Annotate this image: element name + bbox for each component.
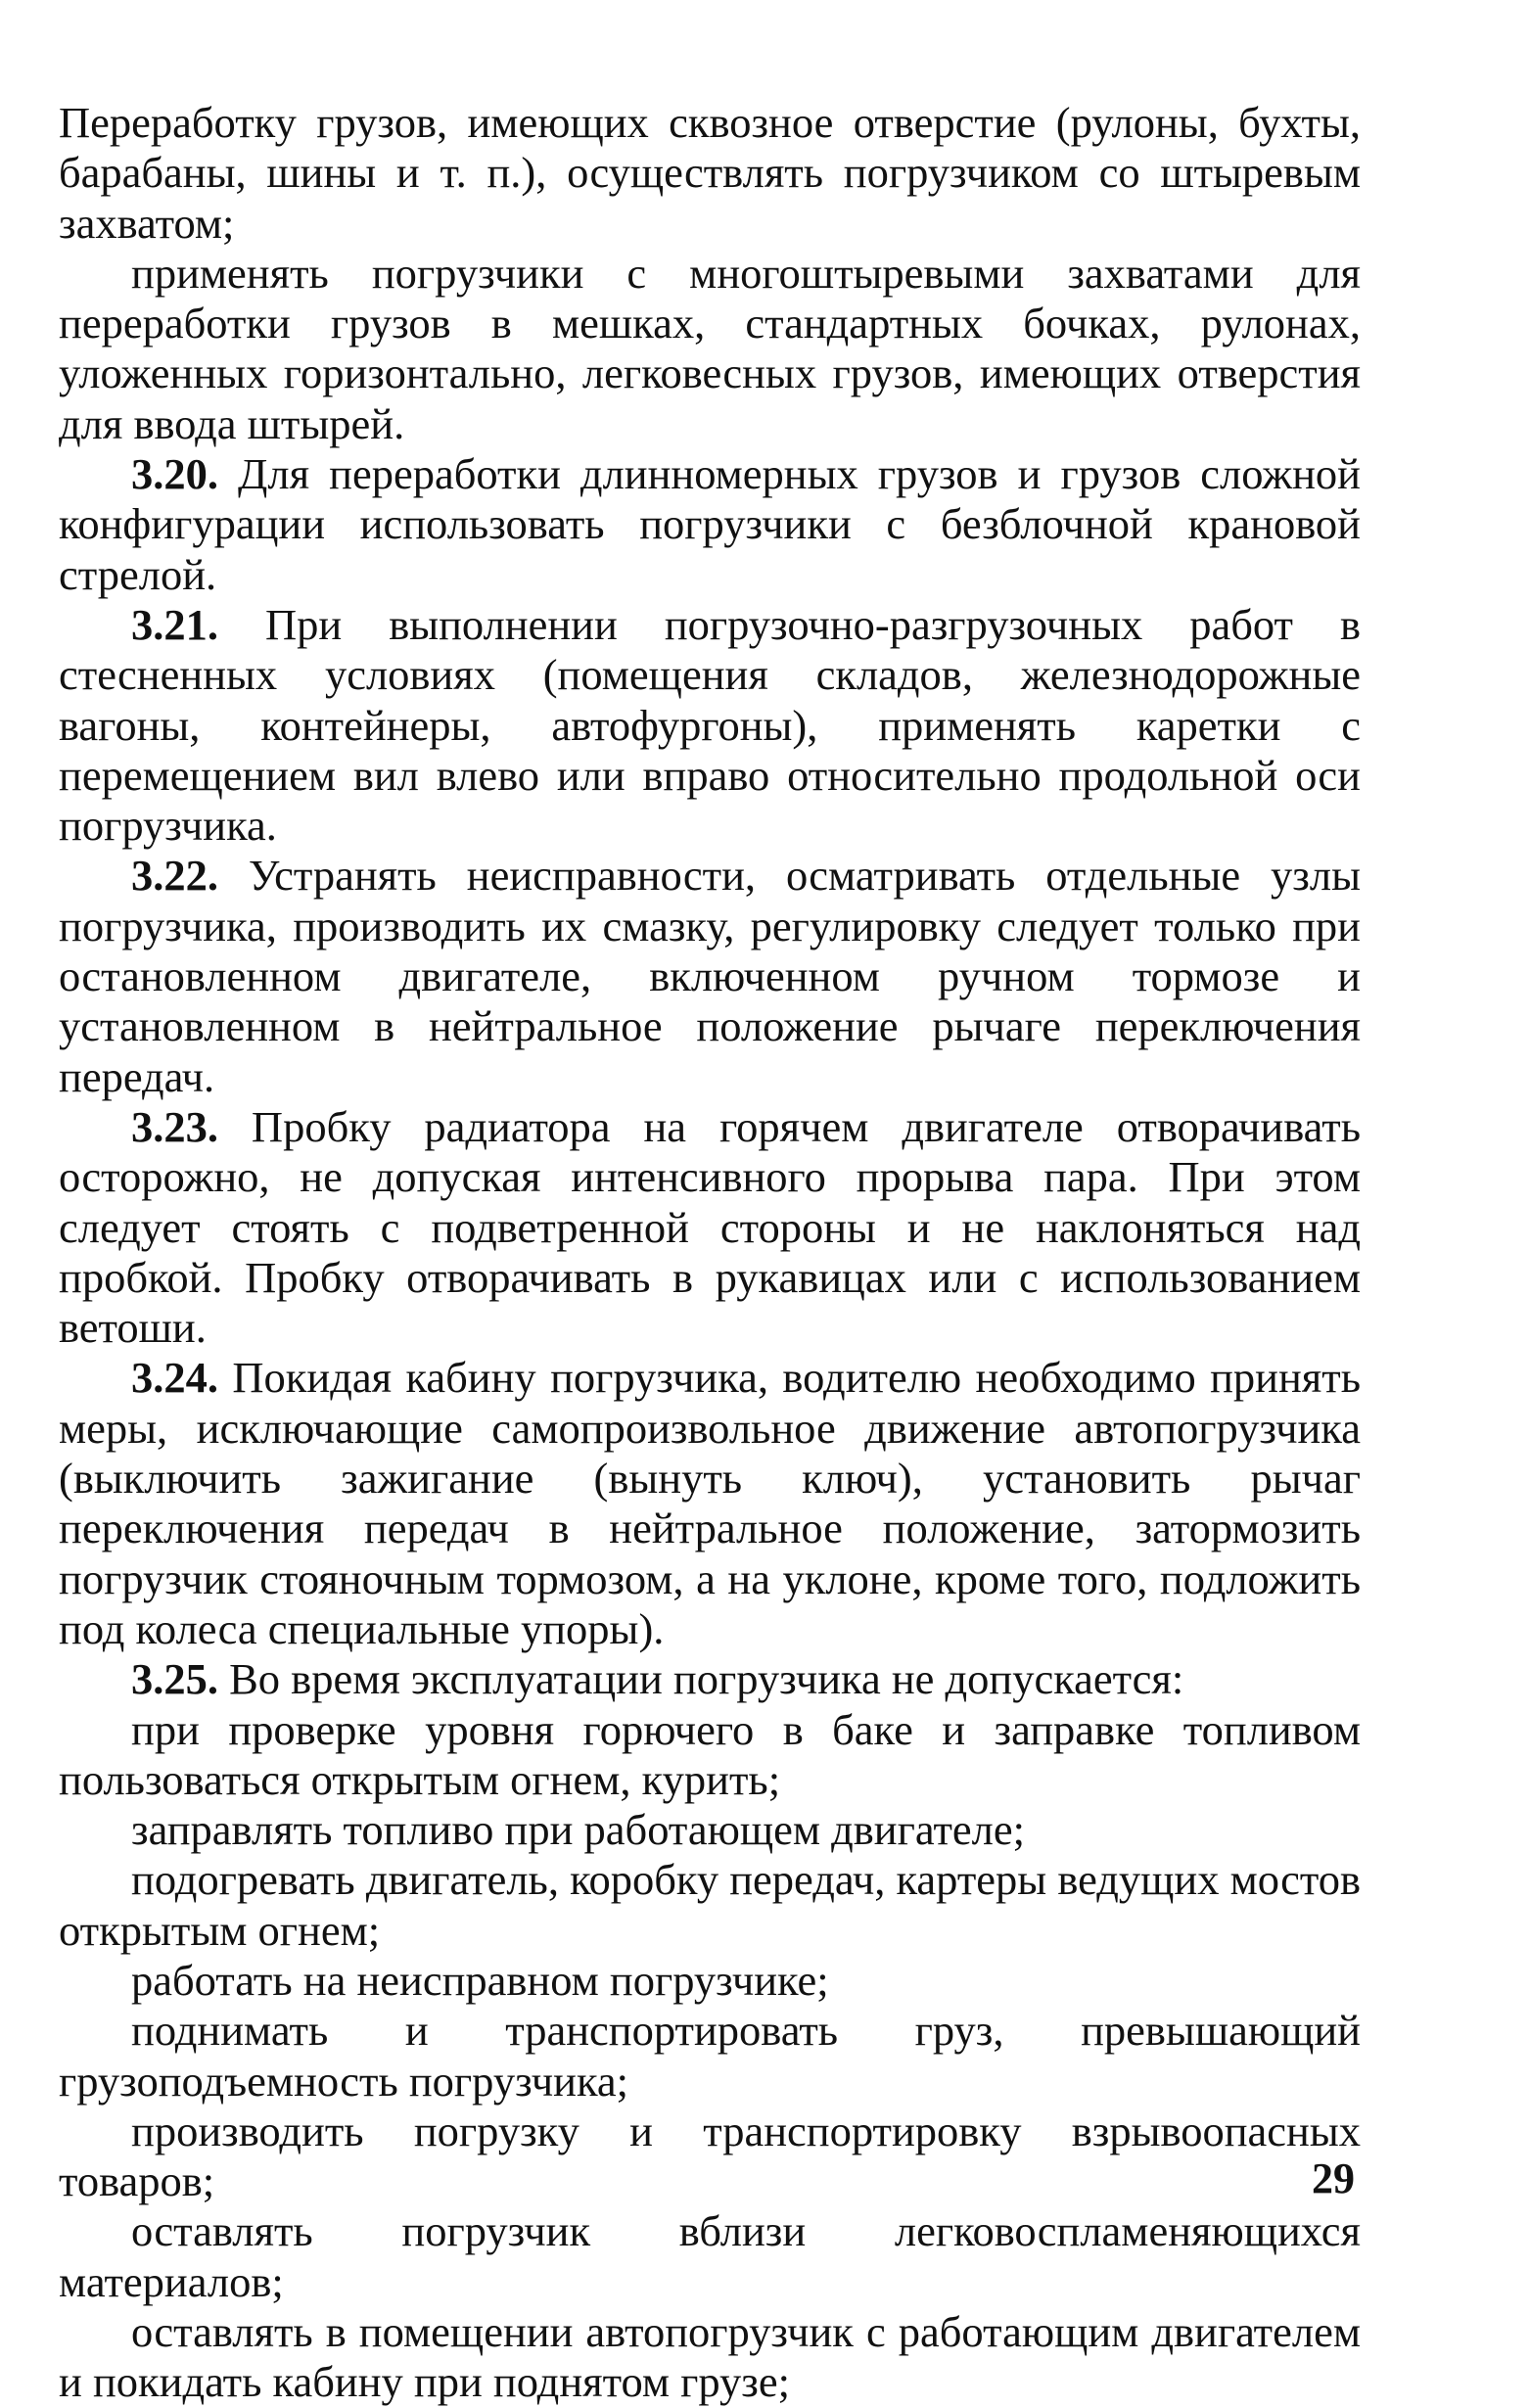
list-item	[59, 1805, 1361, 1855]
clause-number: 3.20.	[131, 449, 218, 499]
paragraph-text: Во время эксплуатации погрузчика не допускается:	[218, 1654, 1184, 1704]
page-number: 29	[1312, 2154, 1355, 2202]
paragraph-text: применять погрузчики с многоштыревыми захватами для переработки грузов в мешках, стандартных бочках, рулонах, уложенных горизонтально, легковесных грузов, имеющих отверстия для ввода штырей.	[59, 248, 1361, 448]
list-item	[59, 1855, 1361, 1956]
paragraph-text: работать на неисправном погрузчике;	[131, 1955, 829, 2005]
paragraph-3-21	[59, 600, 1361, 851]
list-item	[59, 1956, 1361, 2006]
paragraph-text: при проверке уровня горючего в баке и заправке топливом пользоваться открытым огнем, курить;	[59, 1704, 1361, 1804]
paragraph-3-23	[59, 1102, 1361, 1353]
clause-number: 3.23.	[131, 1101, 218, 1151]
paragraph-text: подогревать двигатель, коробку передач, картеры ведущих мостов открытым огнем;	[59, 1855, 1361, 1955]
paragraph-text: оставлять погрузчик вблизи легковоспламеняющихся материалов;	[59, 2206, 1361, 2306]
clause-number: 3.21.	[131, 599, 218, 649]
list-item	[59, 1705, 1361, 1806]
paragraph-text: При выполнении погрузочно-разгрузочных работ в стесненных условиях (помещения складов, железнодорожные вагоны, контейнеры, автофургоны), применять каретки с перемещением вил влево или вправо относительно продольной оси погрузчика.	[59, 599, 1361, 851]
paragraph-3-25	[59, 1654, 1361, 1704]
paragraph-1	[59, 98, 1361, 249]
list-item	[59, 2006, 1361, 2107]
clause-number: 3.25.	[131, 1654, 218, 1704]
paragraph-text: Устранять неисправности, осматривать отдельные узлы погрузчика, производить их смазку, регулировку следует только при остановленном двигателе, включенном ручном тормозе и установленном в нейтральное положение рычаге переключения передач.	[59, 851, 1361, 1101]
paragraph-text: Для переработки длинномерных грузов и грузов сложной конфигурации использовать погрузчики с безблочной крановой стрелой.	[59, 449, 1361, 599]
paragraph-text: Покидая кабину погрузчика, водителю необходимо принять меры, исключающие самопроизвольное движение автопогрузчика (выключить зажигание (вынуть ключ), установить рычаг переключения передач в нейтральное положение, затормозить погрузчик стояночным тормозом, а на уклоне, кроме того, подложить под колеса специальные упоры).	[59, 1353, 1361, 1653]
paragraph-text: поднимать и транспортировать груз, превышающий грузоподъемность погрузчика;	[59, 2006, 1361, 2106]
list-item	[59, 2206, 1361, 2307]
paragraph-3-22	[59, 851, 1361, 1101]
paragraph-text: Пробку радиатора на горячем двигателе отворачивать осторожно, не допуская интенсивного прорыва пара. При этом следует стоять с подветренной стороны и не наклоняться над пробкой. Пробку отворачивать в рукавицах или с использованием ветоши.	[59, 1101, 1361, 1353]
paragraph-text: оставлять в помещении автопогрузчик с работающим двигателем и покидать кабину при поднятом грузе;	[59, 2307, 1361, 2407]
list-item	[59, 2107, 1361, 2207]
page-body	[59, 98, 1361, 2408]
list-item	[59, 2307, 1361, 2408]
paragraph-3-24	[59, 1353, 1361, 1654]
clause-number: 3.24.	[131, 1353, 218, 1403]
paragraph-3-20	[59, 449, 1361, 600]
clause-number: 3.22.	[131, 851, 218, 901]
paragraph-text: Переработку грузов, имеющих сквозное отверстие (рулоны, бухты, барабаны, шины и т. п.), осуществлять погрузчиком со штыревым захватом;	[59, 98, 1361, 248]
paragraph-text: производить погрузку и транспортировку взрывоопасных товаров;	[59, 2106, 1361, 2206]
paragraph-2	[59, 249, 1361, 449]
paragraph-text: заправлять топливо при работающем двигателе;	[131, 1805, 1025, 1855]
